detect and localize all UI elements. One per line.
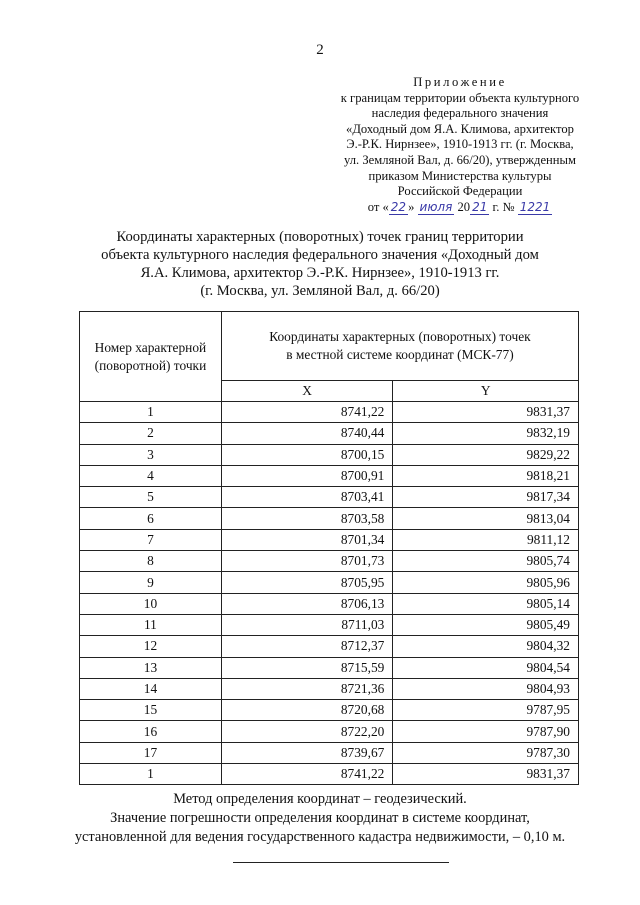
point-number-cell: 16 bbox=[80, 721, 222, 742]
handwritten-year: 21 bbox=[472, 199, 488, 214]
x-coordinate-cell: 8703,58 bbox=[221, 508, 392, 529]
appendix-line: Российской Федерации bbox=[397, 184, 523, 199]
y-coordinate-cell: 9831,37 bbox=[393, 402, 579, 423]
appendix-line: ул. Земляной Вал, д. 66/20), утвержденным bbox=[344, 152, 576, 167]
appendix-block bbox=[320, 75, 600, 215]
x-coordinate-cell: 8700,91 bbox=[221, 465, 392, 486]
x-coordinate-cell: 8721,36 bbox=[221, 678, 392, 699]
x-coordinate-cell: 8741,22 bbox=[221, 402, 392, 423]
point-number-cell: 3 bbox=[80, 444, 222, 465]
point-number-cell: 11 bbox=[80, 614, 222, 635]
table-row bbox=[80, 508, 579, 529]
footer-notes bbox=[0, 790, 640, 847]
table-row bbox=[80, 593, 579, 614]
x-coordinate-cell: 8712,37 bbox=[221, 636, 392, 657]
x-coordinate-cell: 8706,13 bbox=[221, 593, 392, 614]
appendix-line: «Доходный дом Я.А. Климова, архитектор bbox=[346, 121, 574, 136]
point-number-cell: 10 bbox=[80, 593, 222, 614]
year-prefix: 20 bbox=[457, 199, 471, 214]
y-coordinate-cell: 9817,34 bbox=[393, 487, 579, 508]
x-coordinate-cell: 8741,22 bbox=[221, 764, 392, 785]
y-coordinate-cell: 9787,95 bbox=[393, 700, 579, 721]
accuracy-note: Значение погрешности определения координат в системе координат, bbox=[110, 810, 530, 826]
x-coordinate-cell: 8701,34 bbox=[221, 529, 392, 550]
x-coordinate-cell: 8700,15 bbox=[221, 444, 392, 465]
appendix-line: приказом Министерства культуры bbox=[368, 168, 552, 183]
table-row bbox=[80, 764, 579, 785]
y-coordinate-cell: 9813,04 bbox=[393, 508, 579, 529]
point-number-cell: 13 bbox=[80, 657, 222, 678]
title-line: (г. Москва, ул. Земляной Вал, д. 66/20) bbox=[200, 283, 440, 299]
coordinates-header: Координаты характерных (поворотных) точек в местной системе координат (МСК-77) bbox=[221, 312, 578, 381]
y-coordinate-cell: 9832,19 bbox=[393, 423, 579, 444]
table-row bbox=[80, 614, 579, 635]
y-coordinate-cell: 9831,37 bbox=[393, 764, 579, 785]
y-coordinate-cell: 9804,32 bbox=[393, 636, 579, 657]
title-line: Я.А. Климова, архитектор Э.-Р.К. Нирнзее», 1910-1913 гг. bbox=[140, 265, 500, 281]
table-row bbox=[80, 657, 579, 678]
table-row bbox=[80, 636, 579, 657]
point-number-header: Номер характерной (поворотной) точки bbox=[80, 312, 222, 402]
x-coordinate-cell: 8720,68 bbox=[221, 700, 392, 721]
point-number-cell: 17 bbox=[80, 742, 222, 763]
point-number-cell: 8 bbox=[80, 551, 222, 572]
y-coordinate-cell: 9787,90 bbox=[393, 721, 579, 742]
point-number-cell: 9 bbox=[80, 572, 222, 593]
table-row bbox=[80, 487, 579, 508]
year-unit: г. № bbox=[492, 199, 515, 214]
date-day-close: » bbox=[408, 199, 415, 214]
point-number-cell: 5 bbox=[80, 487, 222, 508]
y-coordinate-cell: 9804,54 bbox=[393, 657, 579, 678]
point-number-cell: 4 bbox=[80, 465, 222, 486]
y-coordinate-cell: 9829,22 bbox=[393, 444, 579, 465]
point-number-cell: 7 bbox=[80, 529, 222, 550]
bottom-divider bbox=[233, 862, 449, 863]
table-row bbox=[80, 551, 579, 572]
x-header: X bbox=[221, 381, 392, 402]
point-number-cell: 14 bbox=[80, 678, 222, 699]
table-row bbox=[80, 529, 579, 550]
point-number-cell: 1 bbox=[80, 402, 222, 423]
point-number-cell: 15 bbox=[80, 700, 222, 721]
title-line: Координаты характерных (поворотных) точек границ территории bbox=[116, 229, 524, 245]
y-coordinate-cell: 9787,30 bbox=[393, 742, 579, 763]
y-coordinate-cell: 9805,49 bbox=[393, 614, 579, 635]
point-number-cell: 6 bbox=[80, 508, 222, 529]
table-row bbox=[80, 402, 579, 423]
table-row bbox=[80, 742, 579, 763]
appendix-header: Приложение bbox=[413, 75, 507, 89]
table-row bbox=[80, 465, 579, 486]
x-coordinate-cell: 8705,95 bbox=[221, 572, 392, 593]
y-coordinate-cell: 9818,21 bbox=[393, 465, 579, 486]
x-coordinate-cell: 8711,03 bbox=[221, 614, 392, 635]
title-line: объекта культурного наследия федерального значения «Доходный дом bbox=[101, 247, 539, 263]
order-date-line bbox=[320, 200, 600, 216]
table-row bbox=[80, 423, 579, 444]
x-coordinate-cell: 8722,20 bbox=[221, 721, 392, 742]
handwritten-month: июля bbox=[419, 199, 453, 214]
method-note: Метод определения координат – геодезический. bbox=[173, 791, 467, 807]
x-coordinate-cell: 8739,67 bbox=[221, 742, 392, 763]
date-prefix: от « bbox=[367, 199, 389, 214]
handwritten-order-number: 1221 bbox=[519, 199, 551, 214]
page-number: 2 bbox=[316, 42, 324, 58]
x-coordinate-cell: 8701,73 bbox=[221, 551, 392, 572]
appendix-line: к границам территории объекта культурного bbox=[340, 90, 580, 105]
appendix-line: наследия федерального значения bbox=[371, 106, 549, 121]
point-number-cell: 2 bbox=[80, 423, 222, 444]
table-row bbox=[80, 721, 579, 742]
table-row bbox=[80, 700, 579, 721]
table-row bbox=[80, 444, 579, 465]
handwritten-day: 22 bbox=[390, 199, 407, 214]
y-coordinate-cell: 9811,12 bbox=[393, 529, 579, 550]
point-number-cell: 12 bbox=[80, 636, 222, 657]
appendix-line: Э.-Р.К. Нирнзее», 1910-1913 гг. (г. Москва, bbox=[346, 137, 574, 152]
table-row bbox=[80, 678, 579, 699]
x-coordinate-cell: 8703,41 bbox=[221, 487, 392, 508]
y-coordinate-cell: 9805,96 bbox=[393, 572, 579, 593]
coordinates-table bbox=[79, 311, 579, 785]
y-coordinate-cell: 9805,14 bbox=[393, 593, 579, 614]
x-coordinate-cell: 8740,44 bbox=[221, 423, 392, 444]
table-body bbox=[80, 402, 579, 785]
accuracy-note-cont: установленной для ведения государственного кадастра недвижимости, – 0,10 м. bbox=[74, 829, 566, 845]
y-header: Y bbox=[393, 381, 579, 402]
document-title bbox=[0, 228, 640, 300]
y-coordinate-cell: 9805,74 bbox=[393, 551, 579, 572]
y-coordinate-cell: 9804,93 bbox=[393, 678, 579, 699]
x-coordinate-cell: 8715,59 bbox=[221, 657, 392, 678]
point-number-cell: 1 bbox=[80, 764, 222, 785]
table-row bbox=[80, 572, 579, 593]
